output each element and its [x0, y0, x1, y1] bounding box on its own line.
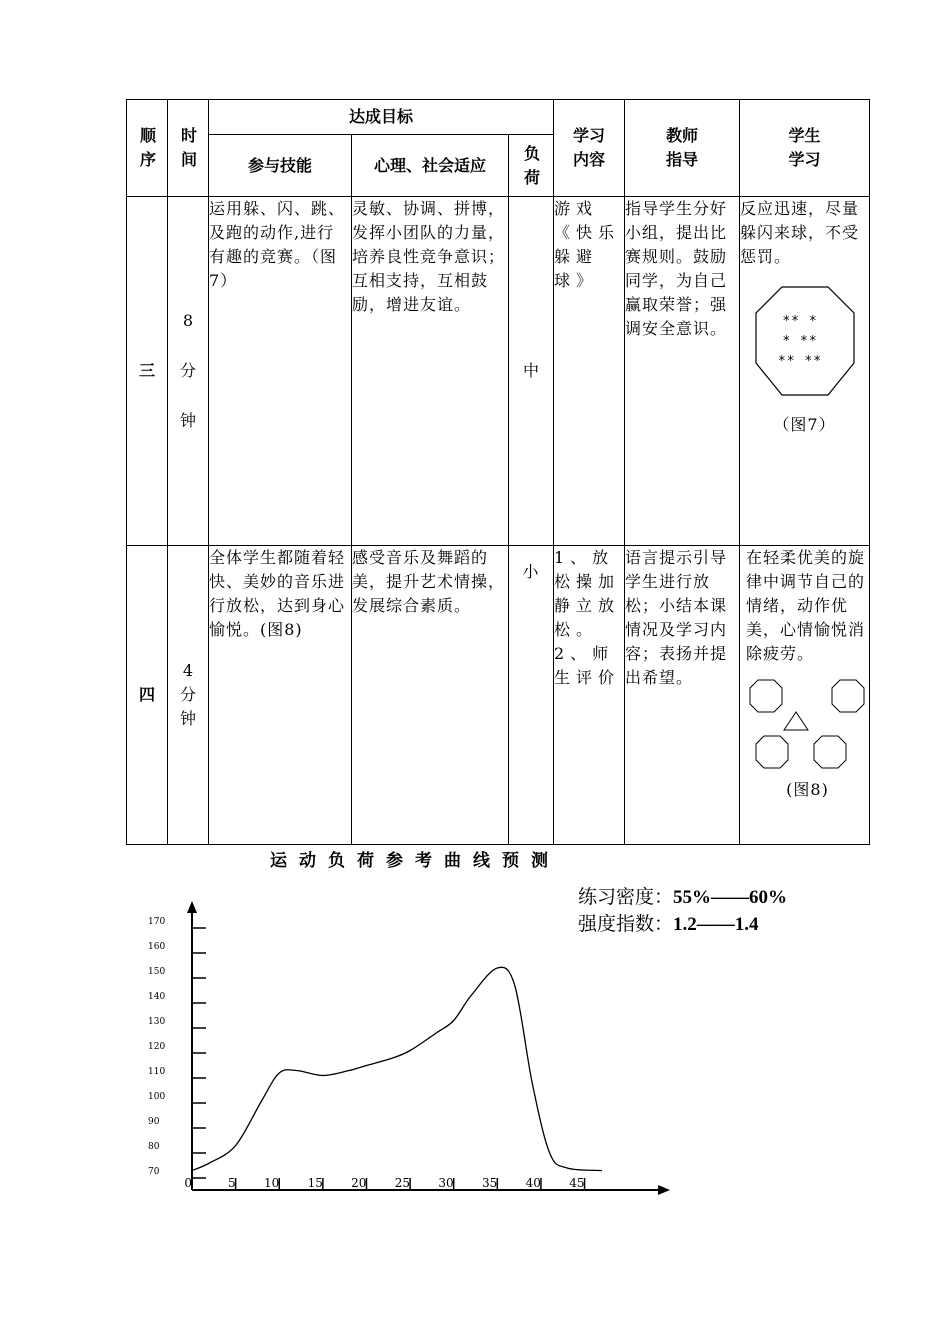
row-student: 反应迅速，尽量躲闪来球，不受惩罚。 ** * * ** ** ** （图7）	[740, 197, 870, 546]
intensity-value: 1.2——1.4	[673, 914, 759, 935]
x-tick-label: 0	[184, 1176, 192, 1190]
x-tick-label: 30	[438, 1176, 454, 1190]
figure-caption: (图8)	[786, 780, 829, 799]
y-tick-label: 100	[148, 1092, 166, 1102]
row-psych: 灵敏、协调、拼博，发挥小团队的力量，培养良性竞争意识；互相支持，互相鼓励，增进友谊。	[352, 197, 509, 546]
density-value: 55%——60%	[673, 887, 788, 908]
row-skills: 运用躲、闪、跳、及跑的动作,进行有趣的竞赛。（图7）	[209, 197, 352, 546]
x-tick-label: 40	[525, 1176, 541, 1190]
row-order: 四	[127, 546, 168, 845]
row-skills: 全体学生都随着轻快、美妙的音乐进行放松，达到身心愉悦。(图8)	[209, 546, 352, 845]
header-psych: 心理、社会适应	[352, 135, 509, 197]
star-line: ** **	[777, 354, 822, 369]
load-curve-chart	[140, 895, 680, 1205]
y-tick-label: 140	[148, 992, 166, 1002]
load-curve-series	[192, 967, 602, 1170]
y-tick-label: 70	[148, 1167, 160, 1177]
row-load: 小	[509, 546, 554, 845]
y-axis-arrow-icon	[187, 901, 197, 913]
row-time: 8 分 钟	[168, 197, 209, 546]
curve-title: 运动负荷参考曲线预测	[270, 851, 560, 871]
row-content: 游戏《快乐躲避球》	[554, 197, 625, 546]
row-order: 三	[127, 197, 168, 546]
y-tick-label: 170	[148, 917, 166, 927]
x-tick-label: 35	[482, 1176, 498, 1190]
relaxation-formation-icon	[748, 674, 868, 778]
x-tick-label: 45	[569, 1176, 585, 1190]
star-line: ** *	[781, 314, 818, 329]
y-tick-label: 160	[148, 942, 166, 952]
x-tick-label: 15	[307, 1176, 323, 1190]
header-time: 时间	[168, 100, 209, 197]
row-time: 4 分 钟	[168, 546, 209, 845]
y-tick-label: 80	[148, 1142, 160, 1152]
row-load: 中	[509, 197, 554, 546]
figure-caption: （图7）	[773, 415, 836, 434]
row-content: 1、放松操加静立放松。2、师生评价	[554, 546, 625, 845]
row-psych: 感受音乐及舞蹈的美，提升艺术情操，发展综合素质。	[352, 546, 509, 845]
y-tick-label: 110	[148, 1067, 166, 1077]
star-line: * **	[781, 334, 818, 349]
header-student: 学生学习	[740, 100, 870, 197]
header-content: 学习内容	[554, 100, 625, 197]
lesson-plan-table	[126, 99, 870, 845]
x-tick-label: 20	[351, 1176, 367, 1190]
header-load: 负荷	[509, 135, 554, 197]
header-goals: 达成目标	[209, 100, 554, 135]
table-row	[127, 546, 870, 845]
header-order: 顺序	[127, 100, 168, 197]
header-skills: 参与技能	[209, 135, 352, 197]
row-student: 在轻柔优美的旋律中调节自己的情绪，动作优美，心情愉悦消除疲劳。 (图8)	[740, 546, 870, 845]
x-tick-label: 5	[227, 1176, 236, 1190]
y-tick-label: 90	[148, 1117, 160, 1127]
row-teacher: 指导学生分好小组，提出比赛规则。鼓励同学，为自己赢取荣誉；强调安全意识。	[625, 197, 740, 546]
intensity-label: 强度指数：	[578, 913, 674, 935]
density-label: 练习密度：	[578, 886, 674, 908]
y-tick-label: 150	[148, 967, 166, 977]
row-teacher: 语言提示引导学生进行放松；小结本课情况及学习内容；表扬并提出希望。	[625, 546, 740, 845]
x-tick-label: 10	[263, 1176, 280, 1190]
table-row	[127, 197, 870, 546]
header-teacher: 教师指导	[625, 100, 740, 197]
x-axis-arrow-icon	[658, 1185, 670, 1195]
y-tick-label: 120	[148, 1042, 166, 1052]
x-tick-label: 25	[394, 1176, 411, 1190]
y-tick-label: 130	[148, 1017, 166, 1027]
octagon-figure-icon	[750, 283, 860, 403]
